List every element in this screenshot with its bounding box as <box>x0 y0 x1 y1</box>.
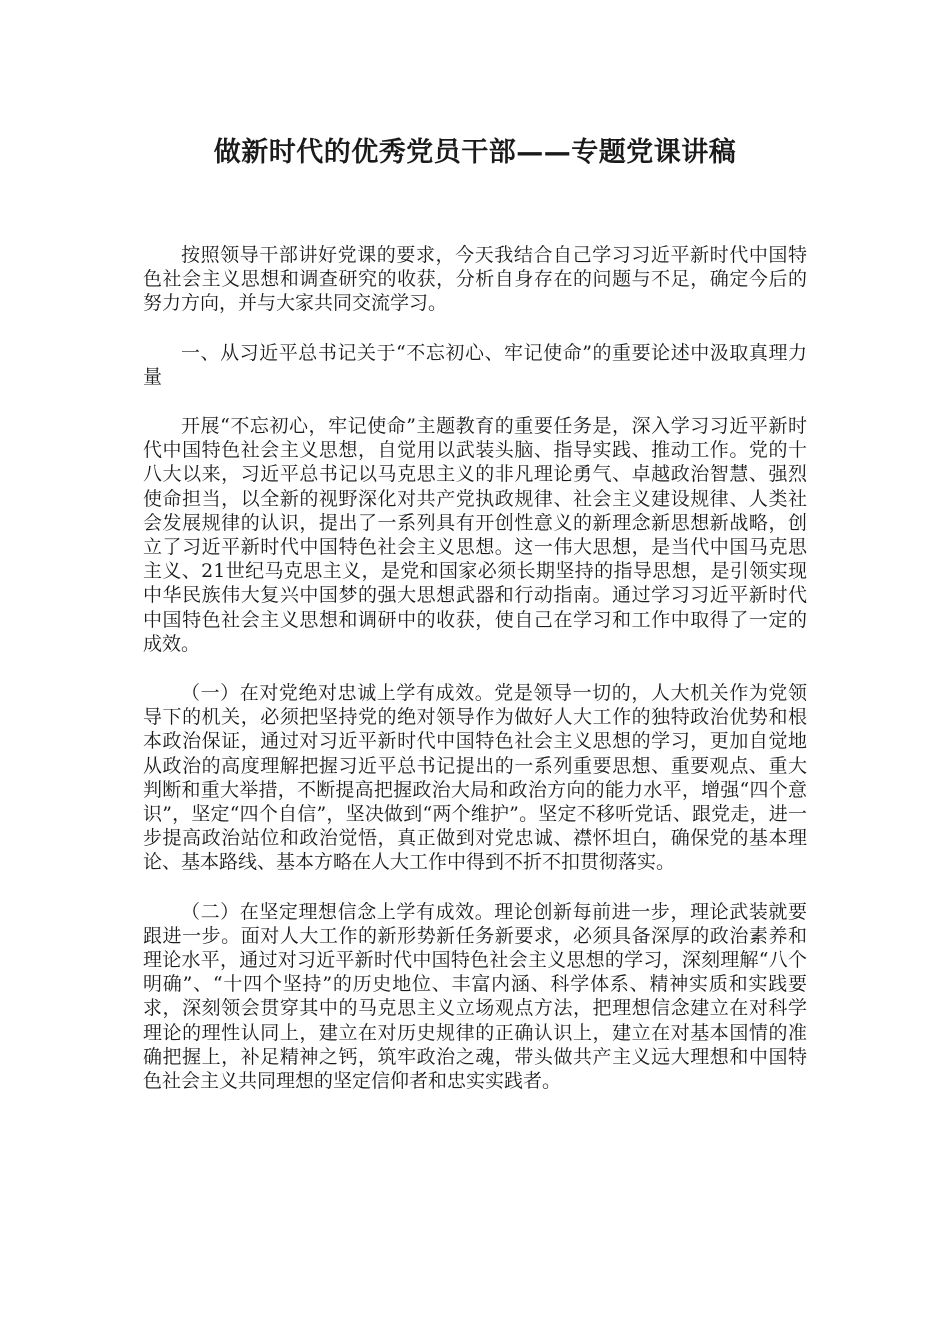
body-paragraph: （二）在坚定理想信念上学有成效。理论创新每前进一步，理论武装就要跟进一步。面对人大工作的新形势新任务新要求，必须具备深厚的政治素养和理论水平，通过对习近平新时代中国特色社会主义思想的学习，深刻理解“八个明确”、“十四个坚持”的历史地位、丰富内涵、科学体系、精神实质和实践要求，深刻领会贯穿其中的马克思主义立场观点方法，把理想信念建立在对科学理论的理性认同上，建立在对历史规律的正确认识上，建立在对基本国情的准确把握上，补足精神之钙，筑牢政治之魂，带头做共产主义远大理想和中国特色社会主义共同理想的坚定信仰者和忠实实践者。 <box>143 900 807 1093</box>
document-title: 做新时代的优秀党员干部——专题党课讲稿 <box>213 137 737 168</box>
body-paragraph: 开展“不忘初心，牢记使命”主题教育的重要任务是，深入学习习近平新时代中国特色社会主义思想，自觉用以武装头脑、指导实践、推动工作。党的十八大以来，习近平总书记以马克思主义的非凡理论勇气、卓越政治智慧、强烈使命担当，以全新的视野深化对共产党执政规律、社会主义建设规律、人类社会发展规律的认识，提出了一系列具有开创性意义的新理念新思想新战略，创立了习近平新时代中国特色社会主义思想。这一伟大思想，是当代中国马克思主义、21世纪马克思主义，是党和国家必须长期坚持的指导思想，是引领实现中华民族伟大复兴中国梦的强大思想武器和行动指南。通过学习习近平新时代中国特色社会主义思想和调研中的收获，使自己在学习和工作中取得了一定的成效。 <box>143 415 807 655</box>
body-paragraph: （一）在对党绝对忠诚上学有成效。党是领导一切的，人大机关作为党领导下的机关，必须把坚持党的绝对领导作为做好人大工作的独特政治优势和根本政治保证，通过对习近平新时代中国特色社会主义思想的学习，更加自觉地从政治的高度理解把握习近平总书记提出的一系列重要思想、重要观点、重大判断和重大举措，不断提高把握政治大局和政治方向的能力水平，增强“四个意识”，坚定“四个自信”，坚决做到“两个维护”。坚定不移听党话、跟党走，进一步提高政治站位和政治觉悟，真正做到对党忠诚、襟怀坦白，确保党的基本理论、基本路线、基本方略在人大工作中得到不折不扣贯彻落实。 <box>143 682 807 874</box>
intro-paragraph: 按照领导干部讲好党课的要求，今天我结合自己学习习近平新时代中国特色社会主义思想和调查研究的收获，分析自身存在的问题与不足，确定今后的努力方向，并与大家共同交流学习。 <box>143 244 807 315</box>
section-heading-1: 一、从习近平总书记关于“不忘初心、牢记使命”的重要论述中汲取真理力量 <box>143 341 807 388</box>
document-body <box>143 243 807 1118</box>
